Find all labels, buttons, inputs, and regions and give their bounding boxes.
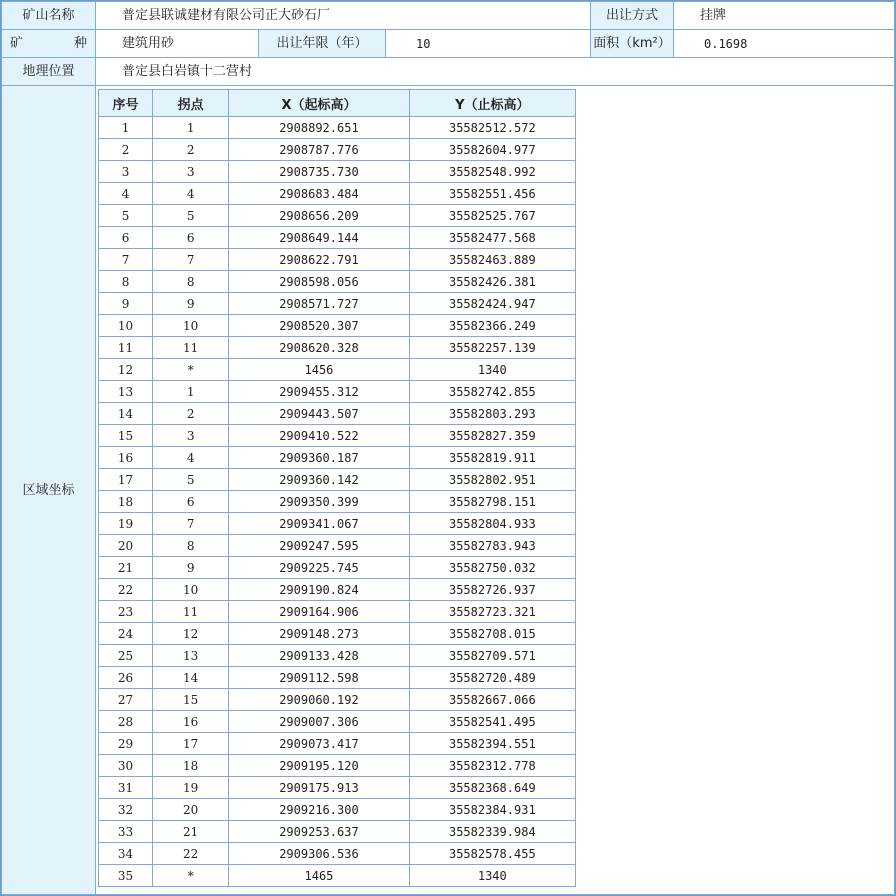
mineral-value: 建筑用砂 [95, 29, 259, 58]
cell-x: 2908656.209 [229, 205, 409, 227]
cell-x: 2909443.507 [229, 403, 409, 425]
term-label: 出让年限（年） [258, 29, 386, 58]
cell-x: 2909247.595 [229, 535, 409, 557]
cell-index: 16 [99, 447, 153, 469]
cell-x: 2909195.120 [229, 755, 409, 777]
cell-index: 11 [99, 337, 153, 359]
cell-x: 2908520.307 [229, 315, 409, 337]
cell-x: 2909360.187 [229, 447, 409, 469]
table-row [99, 821, 576, 843]
mine-name-value: 普定县联诚建材有限公司正大砂石厂 [95, 1, 591, 30]
cell-point: 4 [153, 447, 229, 469]
table-row [99, 403, 576, 425]
cell-y: 35582463.889 [409, 249, 575, 271]
table-row [99, 469, 576, 491]
cell-x: 2909253.637 [229, 821, 409, 843]
mineral-label-part-a: 矿 [10, 36, 24, 51]
location-label: 地理位置 [1, 57, 96, 86]
table-row [99, 425, 576, 447]
table-row [99, 513, 576, 535]
cell-index: 12 [99, 359, 153, 381]
table-row [99, 117, 576, 139]
cell-index: 17 [99, 469, 153, 491]
table-row [99, 205, 576, 227]
cell-x: 2908735.730 [229, 161, 409, 183]
cell-x: 2909007.306 [229, 711, 409, 733]
cell-point: 9 [153, 557, 229, 579]
cell-x: 2908598.056 [229, 271, 409, 293]
cell-point: 3 [153, 161, 229, 183]
column-header-y: Y（止标高） [409, 90, 575, 117]
cell-x: 2909073.417 [229, 733, 409, 755]
cell-y: 35582512.572 [409, 117, 575, 139]
cell-y: 35582548.992 [409, 161, 575, 183]
cell-point: 14 [153, 667, 229, 689]
cell-index: 20 [99, 535, 153, 557]
table-row [99, 799, 576, 821]
cell-x: 2909306.536 [229, 843, 409, 865]
cell-point: 18 [153, 755, 229, 777]
cell-index: 10 [99, 315, 153, 337]
cell-y: 1340 [409, 865, 575, 887]
cell-y: 35582426.381 [409, 271, 575, 293]
table-row [99, 733, 576, 755]
table-row [99, 491, 576, 513]
cell-point: 8 [153, 535, 229, 557]
table-row [99, 315, 576, 337]
table-row [99, 755, 576, 777]
table-body [99, 117, 576, 887]
cell-y: 35582720.489 [409, 667, 575, 689]
cell-index: 13 [99, 381, 153, 403]
cell-point: 6 [153, 491, 229, 513]
cell-index: 26 [99, 667, 153, 689]
cell-y: 35582667.066 [409, 689, 575, 711]
cell-point: 5 [153, 205, 229, 227]
table-row [99, 249, 576, 271]
table-row [99, 139, 576, 161]
cell-x: 2909225.745 [229, 557, 409, 579]
cell-x: 1456 [229, 359, 409, 381]
table-header-row [99, 90, 576, 117]
cell-y: 35582257.139 [409, 337, 575, 359]
cell-index: 31 [99, 777, 153, 799]
cell-y: 1340 [409, 359, 575, 381]
region-coordinates-label: 区域坐标 [1, 85, 96, 895]
table-row [99, 359, 576, 381]
cell-point: 2 [153, 403, 229, 425]
cell-point: 11 [153, 601, 229, 623]
cell-point: 3 [153, 425, 229, 447]
cell-index: 21 [99, 557, 153, 579]
cell-x: 2909164.906 [229, 601, 409, 623]
cell-x: 2909455.312 [229, 381, 409, 403]
cell-index: 34 [99, 843, 153, 865]
cell-y: 35582368.649 [409, 777, 575, 799]
cell-index: 30 [99, 755, 153, 777]
cell-index: 8 [99, 271, 153, 293]
cell-x: 2909350.399 [229, 491, 409, 513]
cell-x: 2909148.273 [229, 623, 409, 645]
table-row [99, 381, 576, 403]
cell-point: * [153, 865, 229, 887]
cell-point: 2 [153, 139, 229, 161]
table-row [99, 447, 576, 469]
cell-x: 2908571.727 [229, 293, 409, 315]
cell-x: 2909175.913 [229, 777, 409, 799]
cell-index: 29 [99, 733, 153, 755]
cell-y: 35582541.495 [409, 711, 575, 733]
cell-index: 14 [99, 403, 153, 425]
cell-y: 35582477.568 [409, 227, 575, 249]
cell-index: 4 [99, 183, 153, 205]
table-row [99, 227, 576, 249]
cell-point: 10 [153, 579, 229, 601]
table-row [99, 579, 576, 601]
cell-point: 19 [153, 777, 229, 799]
cell-x: 2909410.522 [229, 425, 409, 447]
column-header-index: 序号 [99, 90, 153, 117]
cell-index: 23 [99, 601, 153, 623]
mineral-label [1, 29, 96, 58]
cell-point: 7 [153, 249, 229, 271]
cell-index: 28 [99, 711, 153, 733]
table-row [99, 865, 576, 887]
cell-index: 15 [99, 425, 153, 447]
cell-y: 35582708.015 [409, 623, 575, 645]
column-header-x: X（起标高） [229, 90, 409, 117]
cell-x: 2908620.328 [229, 337, 409, 359]
cell-y: 35582424.947 [409, 293, 575, 315]
cell-x: 2909060.192 [229, 689, 409, 711]
cell-point: 13 [153, 645, 229, 667]
cell-y: 35582802.951 [409, 469, 575, 491]
cell-x: 2908787.776 [229, 139, 409, 161]
cell-index: 3 [99, 161, 153, 183]
table-row [99, 161, 576, 183]
table-row [99, 623, 576, 645]
cell-x: 2909216.300 [229, 799, 409, 821]
table-row [99, 337, 576, 359]
cell-point: 10 [153, 315, 229, 337]
cell-index: 27 [99, 689, 153, 711]
cell-point: 21 [153, 821, 229, 843]
cell-index: 19 [99, 513, 153, 535]
cell-y: 35582366.249 [409, 315, 575, 337]
cell-index: 32 [99, 799, 153, 821]
cell-index: 33 [99, 821, 153, 843]
column-header-point: 拐点 [153, 90, 229, 117]
table-row [99, 667, 576, 689]
cell-y: 35582819.911 [409, 447, 575, 469]
cell-point: 7 [153, 513, 229, 535]
cell-point: 6 [153, 227, 229, 249]
cell-x: 2908892.651 [229, 117, 409, 139]
cell-index: 9 [99, 293, 153, 315]
table-row [99, 183, 576, 205]
cell-x: 1465 [229, 865, 409, 887]
table-row [99, 777, 576, 799]
table-row [99, 535, 576, 557]
table-row [99, 645, 576, 667]
table-row [99, 271, 576, 293]
cell-point: 1 [153, 117, 229, 139]
cell-y: 35582803.293 [409, 403, 575, 425]
table-row [99, 711, 576, 733]
cell-point: 8 [153, 271, 229, 293]
area-value: 0.1698 [673, 29, 895, 58]
cell-point: 5 [153, 469, 229, 491]
cell-y: 35582312.778 [409, 755, 575, 777]
cell-x: 2908649.144 [229, 227, 409, 249]
cell-y: 35582525.767 [409, 205, 575, 227]
cell-index: 5 [99, 205, 153, 227]
cell-point: 11 [153, 337, 229, 359]
area-label: 面积（km²） [590, 29, 674, 58]
transfer-method-value: 挂牌 [673, 1, 895, 30]
cell-point: * [153, 359, 229, 381]
term-value: 10 [385, 29, 591, 58]
cell-x: 2909133.428 [229, 645, 409, 667]
location-value: 普定县白岩镇十二营村 [95, 57, 895, 86]
cell-y: 35582827.359 [409, 425, 575, 447]
cell-x: 2909360.142 [229, 469, 409, 491]
cell-x: 2909190.824 [229, 579, 409, 601]
cell-x: 2909112.598 [229, 667, 409, 689]
cell-index: 25 [99, 645, 153, 667]
cell-y: 35582339.984 [409, 821, 575, 843]
cell-index: 35 [99, 865, 153, 887]
mineral-label-part-b: 种 [73, 36, 87, 51]
mine-name-label: 矿山名称 [1, 1, 96, 30]
cell-y: 35582578.455 [409, 843, 575, 865]
cell-y: 35582726.937 [409, 579, 575, 601]
cell-y: 35582394.551 [409, 733, 575, 755]
cell-point: 16 [153, 711, 229, 733]
coordinates-table [98, 89, 576, 887]
cell-x: 2908622.791 [229, 249, 409, 271]
table-row [99, 689, 576, 711]
cell-index: 24 [99, 623, 153, 645]
table-row [99, 601, 576, 623]
cell-x: 2908683.484 [229, 183, 409, 205]
cell-y: 35582384.931 [409, 799, 575, 821]
cell-index: 18 [99, 491, 153, 513]
cell-y: 35582750.032 [409, 557, 575, 579]
cell-point: 4 [153, 183, 229, 205]
cell-index: 7 [99, 249, 153, 271]
transfer-method-label: 出让方式 [590, 1, 674, 30]
cell-index: 2 [99, 139, 153, 161]
cell-point: 1 [153, 381, 229, 403]
cell-index: 6 [99, 227, 153, 249]
cell-y: 35582723.321 [409, 601, 575, 623]
cell-y: 35582783.943 [409, 535, 575, 557]
cell-index: 1 [99, 117, 153, 139]
table-row [99, 293, 576, 315]
cell-point: 17 [153, 733, 229, 755]
cell-index: 22 [99, 579, 153, 601]
cell-point: 9 [153, 293, 229, 315]
cell-y: 35582742.855 [409, 381, 575, 403]
cell-y: 35582804.933 [409, 513, 575, 535]
cell-point: 12 [153, 623, 229, 645]
cell-x: 2909341.067 [229, 513, 409, 535]
cell-point: 15 [153, 689, 229, 711]
cell-point: 20 [153, 799, 229, 821]
cell-y: 35582551.456 [409, 183, 575, 205]
cell-y: 35582798.151 [409, 491, 575, 513]
cell-y: 35582604.977 [409, 139, 575, 161]
table-row [99, 557, 576, 579]
table-row [99, 843, 576, 865]
cell-y: 35582709.571 [409, 645, 575, 667]
cell-point: 22 [153, 843, 229, 865]
